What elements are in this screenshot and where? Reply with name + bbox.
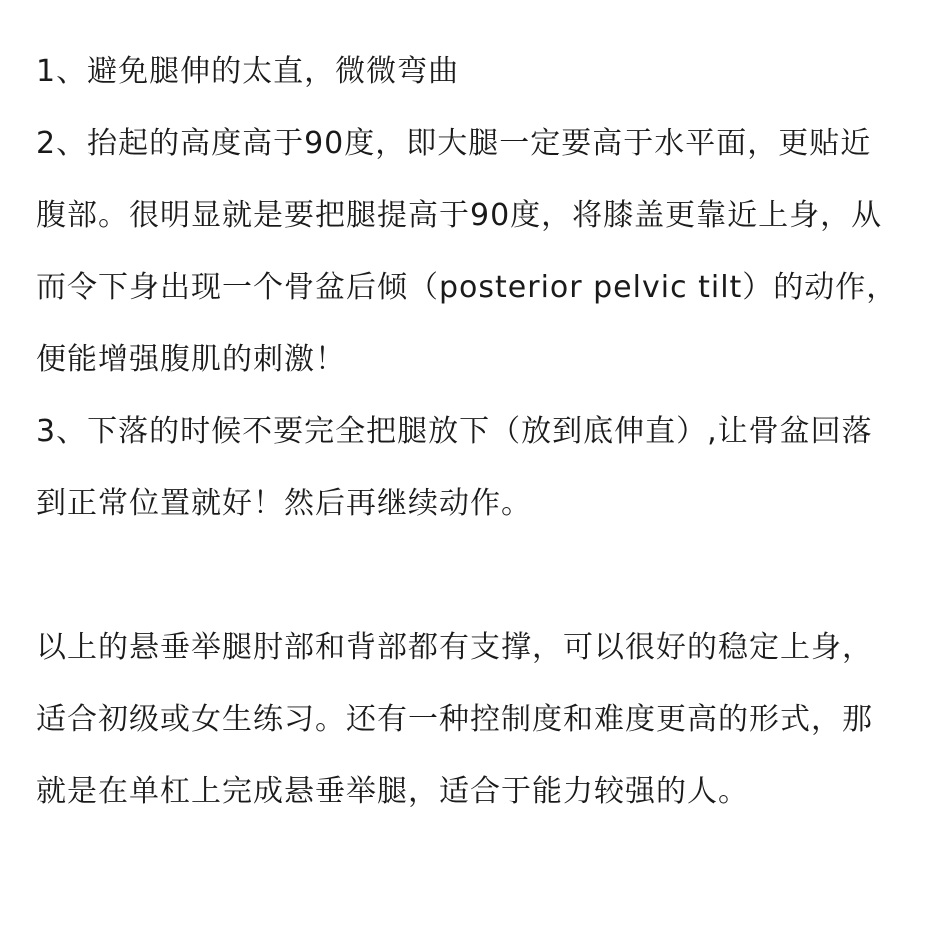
summary-paragraph: 以上的悬垂举腿肘部和背部都有支撑，可以很好的稳定上身，适合初级或女生练习。还有一种控制度和难度更高的形式，那就是在单杠上完成悬垂举腿，适合于能力较强的人。 <box>36 630 873 809</box>
article-body <box>36 36 902 828</box>
tip-2: 2、抬起的高度高于90度，即大腿一定要高于水平面，更贴近腹部。很明显就是要把腿提高于90度，将膝盖更靠近上身，从而令下身出现一个骨盆后倾（posterior pelvic tilt）的动作，便能增强腹肌的刺激！ <box>36 126 898 377</box>
tip-1: 1、避免腿伸的太直，微微弯曲 <box>36 54 460 89</box>
tip-3: 3、下落的时候不要完全把腿放下（放到底伸直）,让骨盆回落到正常位置就好！然后再继续动作。 <box>36 414 873 521</box>
paragraph-spacer <box>36 540 902 612</box>
